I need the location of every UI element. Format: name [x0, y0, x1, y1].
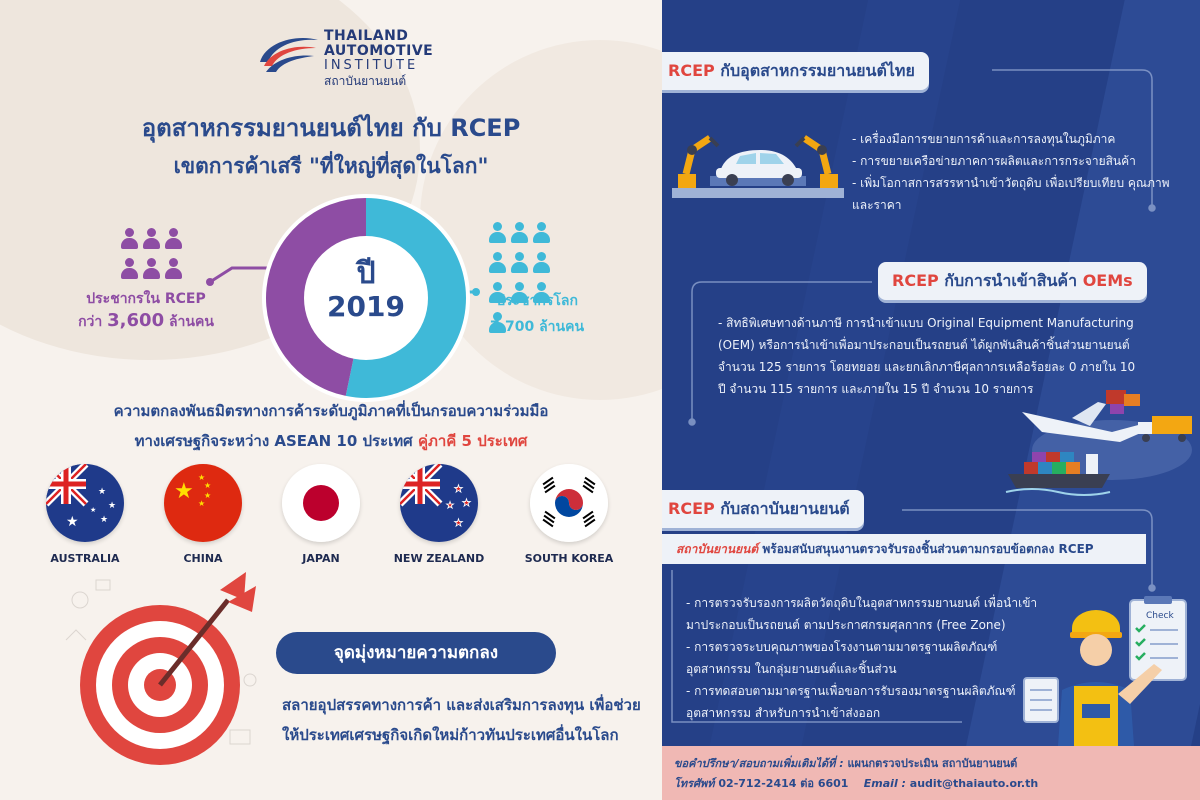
rcep-population-unit: ล้านคน: [168, 314, 214, 330]
person-icon: [510, 222, 528, 244]
robot-car-assembly-icon: [670, 120, 846, 202]
svg-text:★: ★: [100, 515, 109, 525]
world-population-label: ประชากรโลก: [496, 293, 578, 309]
person-icon: [120, 228, 138, 250]
flag-label: CHINA: [183, 552, 223, 565]
banner-text: พร้อมสนับสนุนงานตรวจรับรองชิ้นส่วนตามกรอบข้อตกลง RCEP: [762, 542, 1094, 556]
check-label: Check: [1146, 611, 1174, 621]
bullet-item: - การขยายเครือข่ายภาคการผลิตและการกระจายสินค้า: [852, 154, 1136, 168]
svg-text:★: ★: [108, 501, 117, 511]
goal-text: สลายอุปสรรคทางการค้า และส่งเสริมการลงทุน เพื่อช่วยให้ประเทศเศรษฐกิจเกิดใหม่ก้าวทันประเทศอื่นในโลก: [282, 696, 641, 744]
section3-bullets: [686, 592, 1046, 724]
flag-china[interactable]: [148, 464, 258, 565]
bullet-item: - เพิ่มโอกาสการสรรหานำเข้าวัตถุดิบ เพื่อเปรียบเทียบ คุณภาพและราคา: [852, 176, 1170, 212]
section2-text: - สิทธิพิเศษทางด้านภาษี การนำเข้าแบบ Original Equipment Manufacturing (OEM) หรือการนำเข้าเพื่อมาประกอบเป็นรถยนต์ ได้ผูกพันสินค้าชิ้นส่วนยานยนต์ จำนวน 125 รายการ โดยทยอย และยกเลิกภาษีศุลกากรเหลือร้อยละ 0 ภายใน 10 ปี จำนวน 115 รายการ และภายใน 15 ปี จำนวน 10 รายการ: [718, 316, 1136, 396]
svg-text:★: ★: [454, 518, 463, 529]
page-subtitle: เขตการค้าเสรี "ที่ใหญ่ที่สุดในโลก": [173, 154, 489, 178]
bullet-item: - การตรวจรับรองการผลิตวัตถุดิบในอุตสาหกรรมยานยนต์ เพื่อนำเข้ามาประกอบเป็นรถยนต์ ตามประกาศกรมศุลกากร (Free Zone): [686, 596, 1038, 632]
footer-line2: [674, 774, 1200, 794]
section-rcep-automotive-institute: [662, 490, 864, 528]
australia-flag-icon: [46, 464, 124, 542]
agreement-line1: ความตกลงพันธมิตรทางการค้าระดับภูมิภาคที่เป็นกรอบความร่วมมือ: [113, 402, 549, 420]
china-flag-icon: [164, 464, 242, 542]
flag-new-zealand[interactable]: [384, 464, 494, 565]
svg-text:★: ★: [204, 491, 212, 500]
logo-line1: THAILAND: [324, 28, 409, 44]
footer-line1: [674, 754, 1200, 774]
world-population: [472, 288, 602, 340]
flag-label: AUSTRALIA: [50, 552, 120, 565]
person-icon: [164, 228, 182, 250]
rcep-population-value-row: [46, 310, 246, 333]
section-title: กับอุตสาหกรรมยานยนต์ไทย: [720, 61, 915, 80]
logo-line2: AUTOMOTIVE: [324, 43, 434, 59]
section-rcep-automotive-industry: [662, 52, 929, 90]
section1-bullets: [852, 128, 1182, 216]
svg-text:★: ★: [454, 484, 463, 495]
person-icon: [510, 252, 528, 274]
target-icon: [60, 570, 270, 780]
person-icon: [488, 222, 506, 244]
footer-consult-label: ขอคำปรึกษา/สอบถามเพิ่มเติมได้ที่ :: [674, 757, 844, 770]
logistics-plane-ship-truck-icon: [1002, 388, 1198, 500]
svg-text:★: ★: [66, 514, 79, 530]
agreement-line2-partners: คู่ภาคี 5 ประเทศ: [417, 432, 528, 450]
rcep-population-label: ประชากรใน RCEP: [86, 291, 206, 307]
logo-swoosh-icon: [256, 32, 322, 76]
footer-email-label: Email :: [863, 777, 906, 790]
year-value: 2019: [327, 290, 405, 323]
bullet-item: - เครื่องมือการขยายการค้าและการลงทุนในภูมิภาค: [852, 132, 1116, 146]
inspector-checklist-icon: [1012, 594, 1198, 746]
agreement-line2-main: ทางเศรษฐกิจระหว่าง ASEAN 10 ประเทศ: [134, 432, 413, 450]
new-zealand-flag-icon: [400, 464, 478, 542]
flag-australia[interactable]: [30, 464, 140, 565]
agreement-line2: [0, 426, 662, 456]
svg-text:★: ★: [90, 506, 97, 514]
flag-japan[interactable]: [266, 464, 376, 565]
contact-footer: [662, 746, 1200, 800]
logo-line4: สถาบันยานยนต์: [324, 74, 407, 88]
svg-text:★: ★: [462, 498, 471, 509]
person-icon: [164, 258, 182, 280]
footer-phone-label: โทรศัพท์: [674, 777, 715, 790]
goal-heading: จุดมุ่งหมายความตกลง: [276, 632, 556, 674]
person-icon: [488, 252, 506, 274]
tai-logo[interactable]: [256, 28, 436, 86]
person-icon: [142, 258, 160, 280]
flag-south-korea[interactable]: [514, 464, 624, 565]
svg-text:★: ★: [198, 473, 206, 482]
agreement-description: [0, 396, 662, 456]
svg-text:★: ★: [98, 487, 107, 497]
section-title: กับสถาบันยานยนต์: [720, 499, 850, 518]
svg-text:★: ★: [446, 501, 455, 511]
page-title: อุตสาหกรรมยานยนต์ไทย กับ RCEP: [141, 114, 521, 142]
section-rcep-tag: RCEP: [892, 271, 939, 290]
person-icon: [120, 258, 138, 280]
institute-support-banner: [662, 534, 1146, 564]
bullet-item: - การทดสอบตามมาตรฐานเพื่อขอการรับรองมาตรฐานผลิตภัณฑ์ อุตสาหกรรม สำหรับการนำเข้าส่งออก: [686, 684, 1016, 720]
person-icon: [142, 228, 160, 250]
person-icon: [532, 222, 550, 244]
banner-institute-name: สถาบันยานยนต์: [676, 542, 759, 556]
world-population-value: 7,700 ล้านคน: [489, 319, 585, 335]
footer-email[interactable]: audit@thaiauto.or.th: [909, 777, 1039, 790]
svg-text:★: ★: [204, 481, 212, 490]
partner-flags: [30, 464, 630, 574]
section-rcep-tag: RCEP: [668, 61, 715, 80]
rcep-population-value: 3,600: [107, 310, 165, 331]
right-panel: [662, 0, 1200, 800]
svg-text:★: ★: [174, 479, 194, 504]
bullet-item: - การตรวจระบบคุณภาพของโรงงานตามมาตรฐานผลิตภัณฑ์ อุตสาหกรรม ในกลุ่มยานยนต์และชิ้นส่วน: [686, 640, 998, 676]
rcep-population: [46, 288, 246, 333]
flag-label: SOUTH KOREA: [524, 552, 614, 565]
person-icon: [532, 252, 550, 274]
section-title: กับการนำเข้าสินค้า: [944, 271, 1078, 290]
rcep-population-prefix: กว่า: [78, 314, 103, 330]
flag-label: JAPAN: [302, 552, 340, 565]
logo-line3: INSTITUTE: [324, 58, 419, 73]
section-rcep-tag: RCEP: [668, 499, 715, 518]
flag-label: NEW ZEALAND: [393, 552, 485, 565]
rcep-people-icon: [118, 226, 188, 286]
footer-phone[interactable]: 02-712-2414 ต่อ 6601: [718, 777, 849, 790]
south-korea-flag-icon: [530, 464, 608, 542]
svg-text:★: ★: [198, 499, 206, 508]
japan-flag-icon: [282, 464, 360, 542]
footer-department: แผนกตรวจประเมิน สถาบันยานยนต์: [847, 757, 1018, 770]
year-label: ปี: [356, 256, 376, 291]
section-oem-tag: OEMs: [1082, 271, 1133, 290]
section-rcep-oem-import: [878, 262, 1147, 300]
